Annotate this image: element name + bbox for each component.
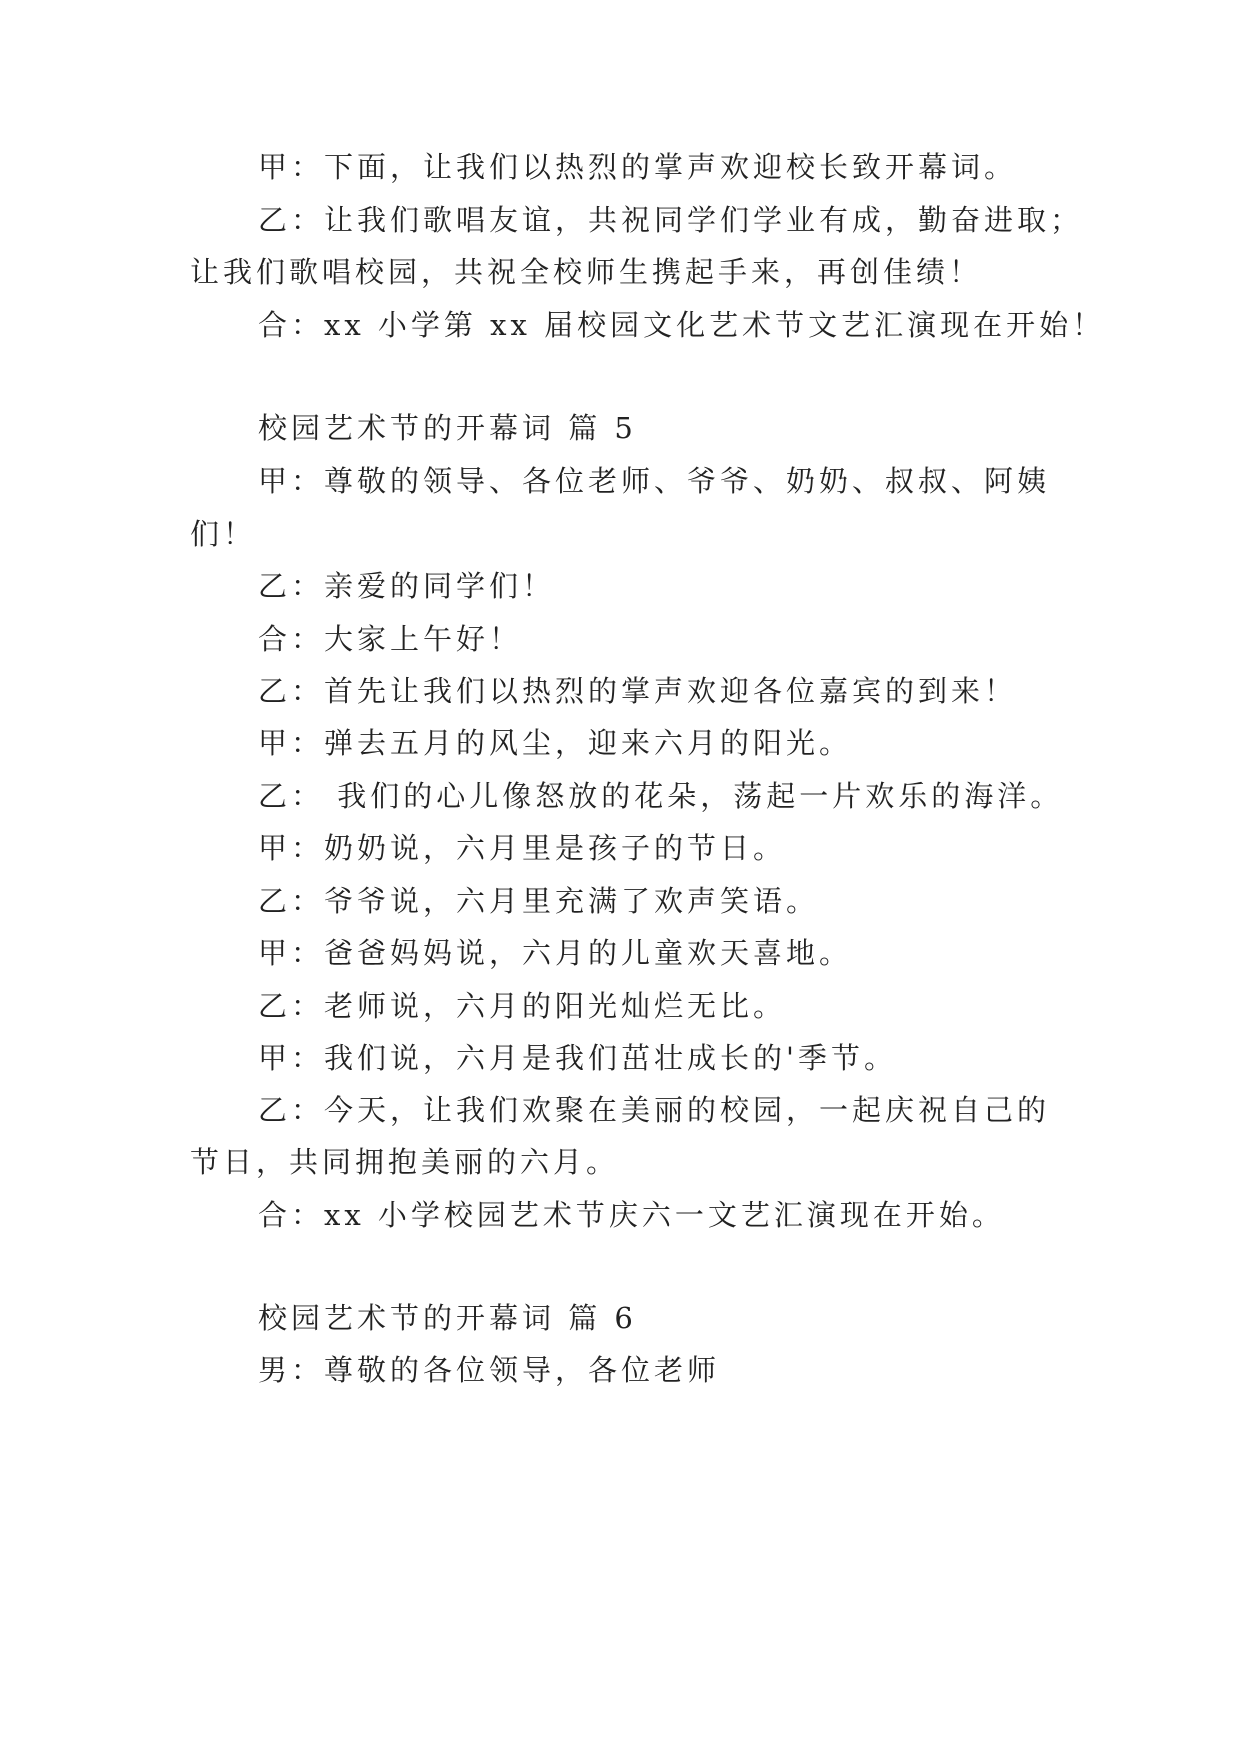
paragraph-line: 男：尊敬的各位领导，各位老师 [258,1353,721,1387]
paragraph-line: 乙：首先让我们以热烈的掌声欢迎各位嘉宾的到来！ [258,674,1018,708]
paragraph-line: 乙：亲爱的同学们！ [258,569,556,603]
paragraph-line: 甲：我们说，六月是我们茁壮成长的'季节。 [258,1041,897,1075]
paragraph-line: 甲：下面，让我们以热烈的掌声欢迎校长致开幕词。 [258,150,1018,184]
paragraph-line: 合：xx 小学第 xx 届校园文化艺术节文艺汇演现在开始！ [258,308,1106,342]
paragraph-line: 甲：尊敬的领导、各位老师、爷爷、奶奶、叔叔、阿姨 [258,464,1051,498]
section-heading: 校园艺术节的开幕词 篇 5 [258,411,637,445]
paragraph-line: 合：大家上午好！ [258,622,523,656]
paragraph-line: 乙： 我们的心儿像怒放的花朵，荡起一片欢乐的海洋。 [258,779,1064,813]
paragraph-line: 甲：奶奶说，六月里是孩子的节日。 [258,831,787,865]
paragraph-line: 们！ [190,517,257,551]
paragraph-line: 让我们歌唱校园，共祝全校师生携起手来，再创佳绩！ [190,255,983,289]
paragraph-line: 乙：让我们歌唱友谊，共祝同学们学业有成，勤奋进取； [258,203,1084,237]
paragraph-line: 甲：弹去五月的风尘，迎来六月的阳光。 [258,726,853,760]
paragraph-line: 乙：今天，让我们欢聚在美丽的校园，一起庆祝自己的 [258,1093,1051,1127]
paragraph-line: 合：xx 小学校园艺术节庆六一文艺汇演现在开始。 [258,1198,1005,1232]
section-heading: 校园艺术节的开幕词 篇 6 [258,1301,637,1335]
paragraph-line: 节日，共同拥抱美丽的六月。 [190,1145,620,1179]
paragraph-line: 乙：老师说，六月的阳光灿烂无比。 [258,989,787,1023]
paragraph-line: 甲：爸爸妈妈说，六月的儿童欢天喜地。 [258,936,853,970]
paragraph-line: 乙：爷爷说，六月里充满了欢声笑语。 [258,884,820,918]
